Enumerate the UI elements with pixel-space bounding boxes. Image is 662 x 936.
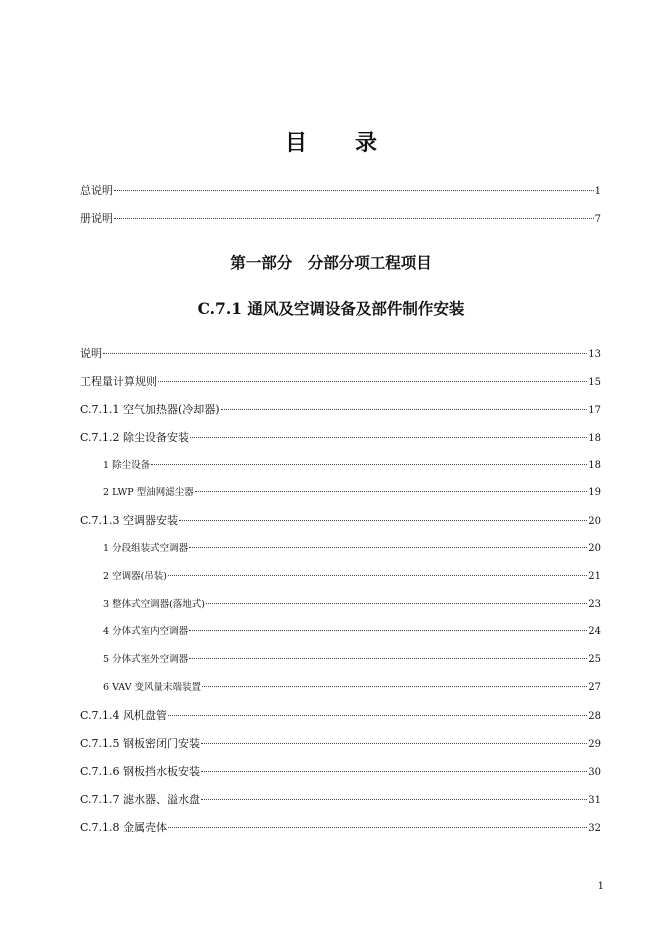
toc-entry-label: 说明 bbox=[80, 347, 102, 360]
dot-leader bbox=[114, 190, 594, 191]
dot-leader bbox=[189, 547, 587, 548]
dot-leader bbox=[201, 771, 587, 772]
dot-leader bbox=[201, 799, 587, 800]
toc-entry-volume-notes[interactable] bbox=[80, 210, 601, 228]
dot-leader bbox=[195, 491, 588, 492]
toc-entry-label: C.7.1.6 钢板挡水板安装 bbox=[80, 765, 201, 778]
toc-entry-page: 7 bbox=[594, 214, 601, 225]
toc-entry[interactable] bbox=[80, 707, 601, 725]
chapter-heading: C.7.1 通风及空调设备及部件制作安装 bbox=[197, 299, 465, 318]
dot-leader bbox=[206, 603, 587, 604]
toc-entry-label: 2 空调器(吊装) bbox=[103, 571, 167, 582]
toc-entry-page: 13 bbox=[588, 349, 601, 360]
toc-entry-label: 册说明 bbox=[80, 212, 113, 225]
dot-leader bbox=[151, 464, 587, 465]
toc-entry-page: 30 bbox=[588, 767, 601, 778]
dot-leader bbox=[202, 686, 587, 687]
toc-entry-page: 19 bbox=[588, 487, 601, 498]
toc-entry-label: 6 VAV 变风量末端装置 bbox=[103, 682, 202, 693]
dot-leader bbox=[168, 827, 587, 828]
toc-entry-page: 1 bbox=[594, 186, 601, 197]
toc-entry[interactable] bbox=[80, 512, 601, 530]
toc-entry-page: 28 bbox=[588, 711, 601, 722]
toc-entry-label: 3 整体式空调器(落地式) bbox=[103, 599, 205, 610]
dot-leader bbox=[179, 520, 587, 521]
toc-subentry[interactable] bbox=[103, 457, 601, 475]
toc-entry-label: C.7.1.2 除尘设备安装 bbox=[80, 431, 190, 444]
toc-entry-page: 20 bbox=[588, 543, 601, 554]
toc-entry-label: C.7.1.1 空气加热器(冷却器) bbox=[80, 403, 220, 416]
dot-leader bbox=[221, 409, 588, 410]
dot-leader bbox=[190, 437, 587, 438]
toc-entry[interactable] bbox=[80, 791, 601, 809]
toc-entry-label: 1 分段组装式空调器 bbox=[103, 543, 189, 554]
page-number: 1 bbox=[597, 881, 604, 892]
toc-subentry[interactable] bbox=[103, 568, 601, 586]
toc-entry-page: 18 bbox=[588, 433, 601, 444]
dot-leader bbox=[114, 218, 594, 219]
dot-leader bbox=[103, 353, 587, 354]
toc-entry-page: 31 bbox=[588, 795, 601, 806]
toc-entry[interactable] bbox=[80, 373, 601, 391]
toc-subentry[interactable] bbox=[103, 596, 601, 614]
toc-entry-page: 27 bbox=[588, 682, 601, 693]
toc-entry-page: 18 bbox=[588, 460, 601, 471]
toc-entry-page: 21 bbox=[588, 571, 601, 582]
toc-entry-label: C.7.1.4 风机盘管 bbox=[80, 709, 168, 722]
dot-leader bbox=[158, 381, 587, 382]
toc-entry-page: 29 bbox=[588, 739, 601, 750]
toc-entry-label: C.7.1.5 钢板密闭门安装 bbox=[80, 737, 201, 750]
toc-entry-label: 1 除尘设备 bbox=[103, 460, 151, 471]
toc-entry-page: 32 bbox=[588, 823, 601, 834]
toc-subentry[interactable] bbox=[103, 679, 601, 697]
toc-entry-general-notes[interactable] bbox=[80, 182, 601, 200]
dot-leader bbox=[189, 630, 587, 631]
toc-entry-page: 17 bbox=[588, 405, 601, 416]
toc-entry-page: 15 bbox=[588, 377, 601, 388]
toc-entry-label: 5 分体式室外空调器 bbox=[103, 654, 189, 665]
toc-entry-label: 4 分体式室内空调器 bbox=[103, 626, 189, 637]
toc-subentry[interactable] bbox=[103, 623, 601, 641]
toc-entry-label: 2 LWP 型油网滤尘器 bbox=[103, 487, 194, 498]
toc-entry-page: 20 bbox=[588, 516, 601, 527]
toc-entry-page: 25 bbox=[588, 654, 601, 665]
toc-entry[interactable] bbox=[80, 345, 601, 363]
dot-leader bbox=[168, 715, 587, 716]
toc-entry-page: 24 bbox=[588, 626, 601, 637]
toc-entry[interactable] bbox=[80, 763, 601, 781]
part-heading: 第一部分 分部分项工程项目 bbox=[230, 253, 432, 272]
toc-entry-label: C.7.1.3 空调器安装 bbox=[80, 514, 179, 527]
toc-entry[interactable] bbox=[80, 401, 601, 419]
toc-subentry[interactable] bbox=[103, 484, 601, 502]
toc-entry-label: C.7.1.8 金属壳体 bbox=[80, 821, 168, 834]
toc-subentry[interactable] bbox=[103, 651, 601, 669]
toc-entry[interactable] bbox=[80, 429, 601, 447]
toc-entry-label: 总说明 bbox=[80, 184, 113, 197]
toc-entry-page: 23 bbox=[588, 599, 601, 610]
dot-leader bbox=[189, 658, 587, 659]
toc-entry[interactable] bbox=[80, 819, 601, 837]
dot-leader bbox=[168, 575, 587, 576]
toc-entry-label: C.7.1.7 滤水器、溢水盘 bbox=[80, 793, 201, 806]
toc-subentry[interactable] bbox=[103, 540, 601, 558]
dot-leader bbox=[201, 743, 587, 744]
toc-entry-label: 工程量计算规则 bbox=[80, 375, 157, 388]
toc-entry[interactable] bbox=[80, 735, 601, 753]
page-title: 目录 bbox=[284, 130, 425, 156]
